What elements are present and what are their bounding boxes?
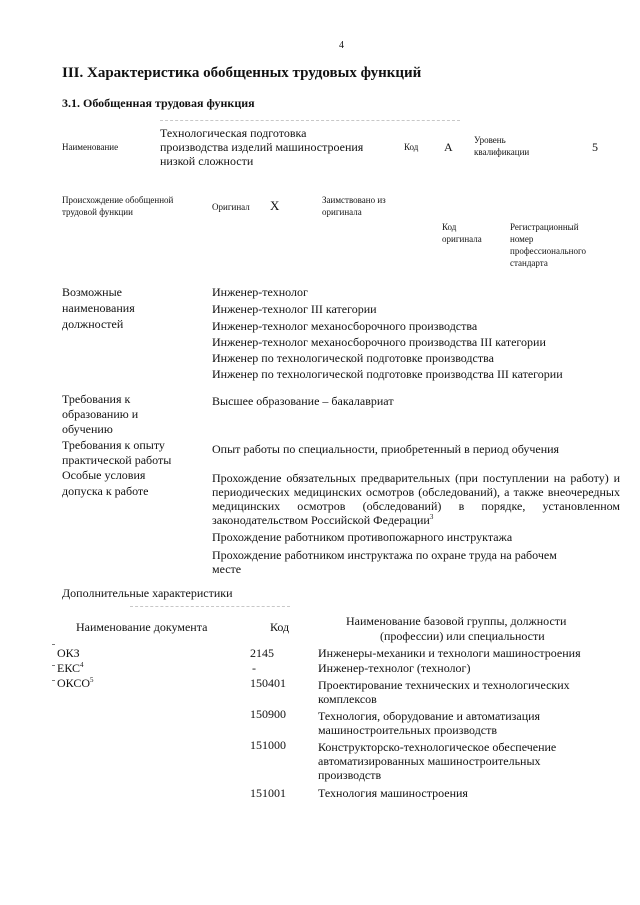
experience-value: Опыт работы по специальности, приобретенный в период обучения [212, 442, 560, 456]
table-row-name: автоматизированных машиностроительных [318, 754, 541, 768]
top-rule [160, 120, 460, 121]
footnote-ref: 4 [80, 661, 84, 669]
gtf-name-line-1: Технологическая подготовка [160, 126, 307, 140]
origin-label-line-2: трудовой функции [62, 207, 133, 217]
col-header-name-line-2: (профессии) или специальности [380, 629, 545, 643]
orig-code-label-line-1: Код [442, 222, 457, 232]
gtf-code-label: Код [404, 142, 419, 152]
position-item: Инженер-технолог механосборочного производства III категории [212, 335, 546, 349]
conditions-paragraph-2: Прохождение работником противопожарного инструктажа [212, 530, 513, 544]
margin-mark [52, 680, 55, 681]
education-label-line-1: Требования к [62, 392, 131, 406]
table-row-name: Технология машиностроения [318, 786, 468, 800]
additional-rule [130, 606, 290, 607]
conditions-label-line-1: Особые условия [62, 468, 146, 482]
gtf-name-line-2: производства изделий машиностроения [160, 140, 364, 154]
table-row-name: Инженер-технолог (технолог) [318, 661, 471, 675]
positions-label-line-2: наименования [62, 301, 135, 315]
reg-number-label-line-2: номер [510, 234, 534, 244]
footnote-ref: 5 [90, 676, 94, 684]
doc-name-okso: ОКСО$^5$ [57, 676, 94, 690]
table-row-code: 151001 [250, 786, 286, 800]
table-row-code: 150900 [250, 707, 286, 721]
col-header-document: Наименование документа [76, 620, 208, 634]
section-title: III. Характеристика обобщенных трудовых функций [62, 65, 422, 81]
table-row-name: комплексов [318, 692, 377, 706]
positions-label-line-3: должностей [62, 317, 124, 331]
origin-label-line-1: Происхождение обобщенной [62, 195, 174, 205]
original-mark: X [270, 198, 280, 213]
table-row-code: 2145 [250, 646, 274, 660]
position-item: Инженер-технолог III категории [212, 302, 377, 316]
original-label: Оригинал [212, 202, 250, 212]
conditions-paragraph-3-line-1: Прохождение работником инструктажа по охране труда на рабочем [212, 548, 557, 562]
position-item: Инженер по технологической подготовке производства [212, 351, 494, 365]
experience-label-line-2: практической работы [62, 453, 172, 467]
gtf-level-label-line-1: Уровень [474, 135, 506, 145]
conditions-label-line-2: допуска к работе [62, 484, 149, 498]
position-item: Инженер-технолог [212, 285, 308, 299]
education-value: Высшее образование – бакалавриат [212, 394, 394, 408]
orig-code-label-line-2: оригинала [442, 234, 482, 244]
gtf-name-line-3: низкой сложности [160, 154, 254, 168]
margin-mark [52, 644, 55, 645]
doc-name-okz: ОКЗ [57, 646, 80, 660]
table-row-code: 150401 [250, 676, 286, 690]
positions-label-line-1: Возможные [62, 285, 122, 299]
gtf-name-label: Наименование [62, 142, 119, 152]
footnote-ref: 3 [429, 513, 434, 521]
additional-title: Дополнительные характеристики [62, 586, 233, 600]
borrowed-label-line-1: Заимствовано из [322, 195, 386, 205]
table-row-name: Конструкторско-технологическое обеспечение [318, 740, 557, 754]
gtf-level-value: 5 [592, 140, 598, 154]
experience-label-line-1: Требования к опыту [62, 438, 165, 452]
reg-number-label-line-4: стандарта [510, 258, 548, 268]
conditions-paragraph-3-line-2: месте [212, 562, 242, 576]
conditions-paragraph-1: Прохождение обязательных предварительных (при поступлении на работу) и периодических медицинских осмотров (обследований), а также внеочередных медицинских осмотров (обследований) в порядке, установленном законодательством Российской Федерации$^3$ [212, 471, 620, 527]
table-row-name: производств [318, 768, 382, 782]
margin-mark [52, 665, 55, 666]
education-label-line-2: образованию и [62, 407, 139, 421]
gtf-code-value: A [444, 140, 453, 154]
position-item: Инженер по технологической подготовке производства III категории [212, 367, 563, 381]
doc-name-eks: ЕКС$^4$ [57, 661, 84, 675]
table-row-code: - [252, 661, 256, 675]
table-row-name: машиностроительных производств [318, 723, 498, 737]
page-number: 4 [339, 40, 344, 51]
reg-number-label-line-1: Регистрационный [510, 222, 579, 232]
gtf-level-label-line-2: квалификации [474, 147, 530, 157]
education-label-line-3: обучению [62, 422, 113, 436]
col-header-code: Код [270, 620, 290, 634]
reg-number-label-line-3: профессионального [510, 246, 586, 256]
subsection-title: 3.1. Обобщенная трудовая функция [62, 96, 255, 110]
position-item: Инженер-технолог механосборочного производства [212, 319, 478, 333]
borrowed-label-line-2: оригинала [322, 207, 362, 217]
table-row-name: Проектирование технических и технологических [318, 678, 570, 692]
table-row-name: Технология, оборудование и автоматизация [318, 709, 541, 723]
table-row-code: 151000 [250, 738, 286, 752]
col-header-name-line-1: Наименование базовой группы, должности [346, 614, 567, 628]
table-row-name: Инженеры-механики и технологи машиностроения [318, 646, 581, 660]
